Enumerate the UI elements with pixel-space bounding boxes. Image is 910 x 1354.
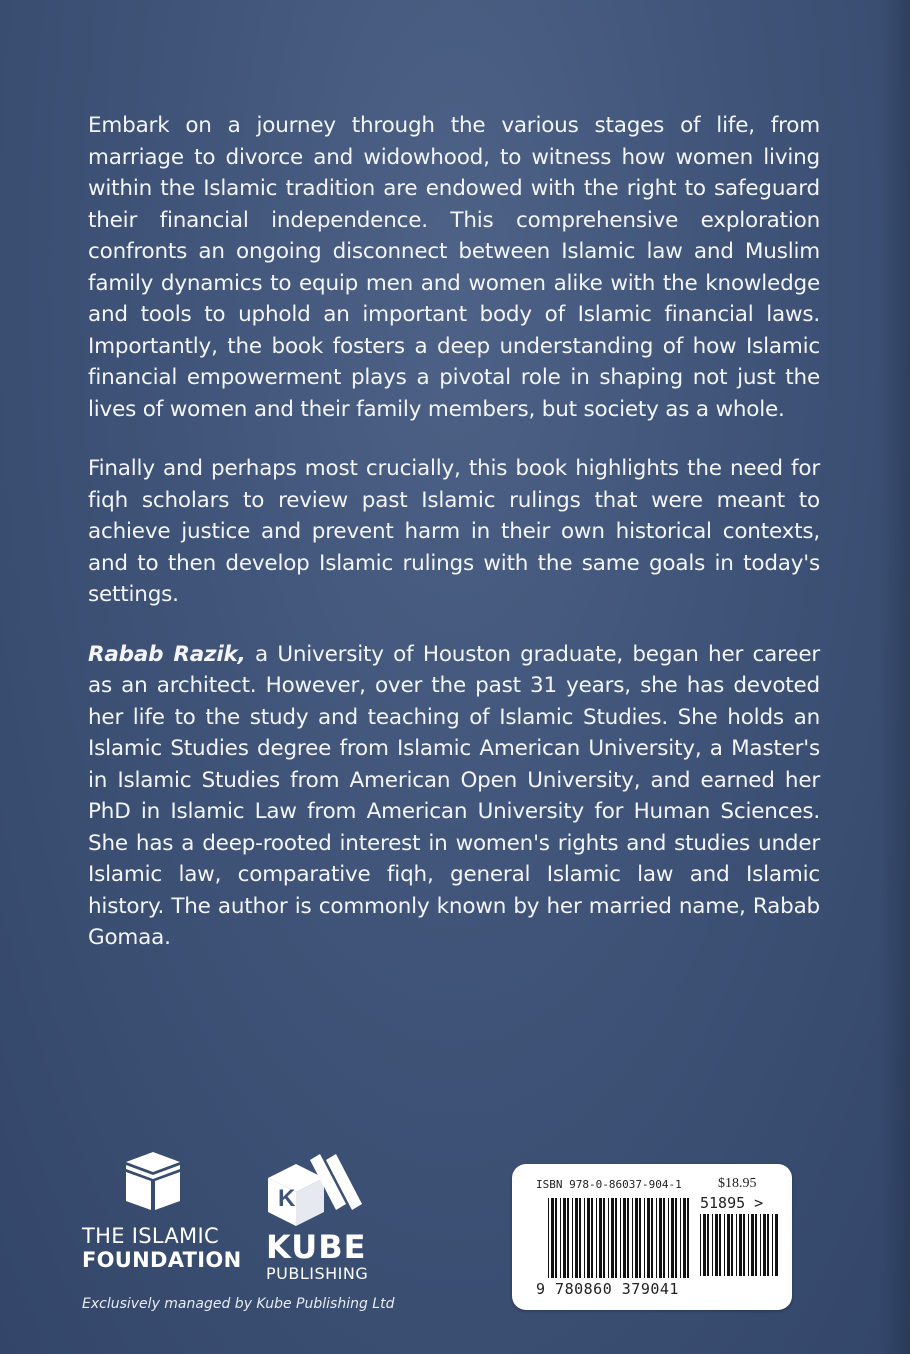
barcode-bar: [707, 1214, 709, 1276]
foundation-name-line2: FOUNDATION: [82, 1248, 242, 1272]
barcode-bar: [743, 1214, 745, 1276]
barcode-bar: [755, 1214, 757, 1276]
kube-publishing-logo: [266, 1150, 370, 1283]
barcode-bar: [659, 1198, 662, 1278]
barcode-bar: [596, 1198, 597, 1278]
barcode-bar: [736, 1214, 737, 1276]
islamic-foundation-logo: [82, 1150, 242, 1272]
kaaba-icon: [122, 1150, 184, 1212]
barcode-bar: [584, 1198, 585, 1278]
blurb-paragraph-1: Embark on a journey through the various stages of life, from marriage to divorce and widowhood, to witness how women living within the Islamic tradition are endowed with the right to safeguard their financial independence. This comprehensive exploration confronts an ongoing disconnect between Islamic law and Muslim family dynamics to equip men and women alike with the knowledge and tools to uphold an important body of Islamic financial laws. Importantly, the book fosters a deep understanding of how Islamic financial empowerment plays a pivotal role in shaping not just the lives of women and their family members, but society as a whole.: [88, 113, 820, 422]
barcode-bar: [632, 1198, 633, 1278]
barcode-bar: [651, 1198, 653, 1278]
blurb-paragraph-2: Finally and perhaps most crucially, this book highlights the need for fiqh scholars to review past Islamic rulings that were meant to achieve justice and prevent harm in their own historical contexts, and to then develop Islamic rulings with the same goals in today's settings.: [88, 456, 820, 607]
barcode-bar: [703, 1214, 706, 1276]
barcode-bar: [627, 1198, 629, 1278]
barcode-bar: [680, 1198, 681, 1278]
barcode-bar: [700, 1214, 701, 1276]
barcode-bar: [548, 1198, 549, 1278]
barcode-bar: [719, 1214, 721, 1276]
barcode-bar: [647, 1198, 650, 1278]
barcode-bar: [656, 1198, 657, 1278]
isbn-barcode-label: [512, 1164, 792, 1310]
svg-text:K: K: [278, 1185, 296, 1212]
author-bio-paragraph: [88, 639, 820, 954]
barcode-bar: [671, 1198, 674, 1278]
barcode-bar: [575, 1198, 578, 1278]
barcode-bar: [715, 1214, 718, 1276]
addon-barcode: [700, 1214, 778, 1276]
author-name: Rabab Razik,: [88, 641, 246, 667]
barcode-bar: [563, 1198, 566, 1278]
managed-by-note: Exclusively managed by Kube Publishing Ltd: [82, 1296, 395, 1312]
author-bio: a University of Houston graduate, began her career as an architect. However, over the past 31 years, she has devoted her life to the study and teaching of Islamic Studies. She holds an Islamic Studies degree from Islamic American University, a Master's in Islamic Studies from American Open University, and earned her PhD in Islamic Law from American University for Human Sciences. She has a deep-rooted interest in women's rights and studies under Islamic law, comparative fiqh, general Islamic law and Islamic history. The author is commonly known by her married name, Rabab Gomaa.: [88, 641, 820, 950]
barcode-bar: [572, 1198, 573, 1278]
barcode-bar: [615, 1198, 617, 1278]
ean-number: 9 780860 379041: [536, 1280, 679, 1298]
barcode-bar: [603, 1198, 605, 1278]
barcode-bar: [560, 1198, 561, 1278]
barcode-bar: [731, 1214, 733, 1276]
price: $18.95: [718, 1176, 757, 1191]
barcode-bar: [683, 1198, 686, 1278]
barcode-bar: [775, 1214, 778, 1276]
barcode-bar: [599, 1198, 602, 1278]
blurb-text: [88, 110, 820, 982]
barcode-bar: [639, 1198, 641, 1278]
barcode-bar: [767, 1214, 769, 1276]
barcode-bar: [591, 1198, 593, 1278]
barcode-bar: [668, 1198, 669, 1278]
barcode-bar: [675, 1198, 677, 1278]
barcode-bar: [772, 1214, 773, 1276]
kube-name: KUBE: [266, 1228, 367, 1266]
barcode-bar: [739, 1214, 742, 1276]
barcode-bar: [724, 1214, 725, 1276]
barcode-bar: [635, 1198, 638, 1278]
barcode-bar: [579, 1198, 581, 1278]
kube-book-icon: [266, 1150, 366, 1230]
barcode-bar: [623, 1198, 626, 1278]
ean-barcode: [548, 1198, 694, 1278]
foundation-name-line1: THE ISLAMIC: [82, 1224, 219, 1248]
isbn-text: ISBN 978-0-86037-904-1: [536, 1178, 682, 1191]
addon-code: 51895 >: [700, 1194, 764, 1212]
barcode-bar: [687, 1198, 689, 1278]
barcode-bar: [712, 1214, 713, 1276]
barcode-bar: [644, 1198, 645, 1278]
barcode-bar: [587, 1198, 590, 1278]
barcode-bar: [555, 1198, 557, 1278]
barcode-bar: [748, 1214, 749, 1276]
barcode-bar: [763, 1214, 766, 1276]
barcode-bar: [751, 1214, 754, 1276]
barcode-bar: [760, 1214, 761, 1276]
barcode-bar: [567, 1198, 569, 1278]
barcode-bar: [663, 1198, 665, 1278]
barcode-bar: [620, 1198, 621, 1278]
barcode-bar: [727, 1214, 730, 1276]
barcode-bar: [551, 1198, 554, 1278]
kube-publishing-label: PUBLISHING: [266, 1264, 369, 1283]
barcode-bar: [608, 1198, 609, 1278]
barcode-bar: [611, 1198, 614, 1278]
